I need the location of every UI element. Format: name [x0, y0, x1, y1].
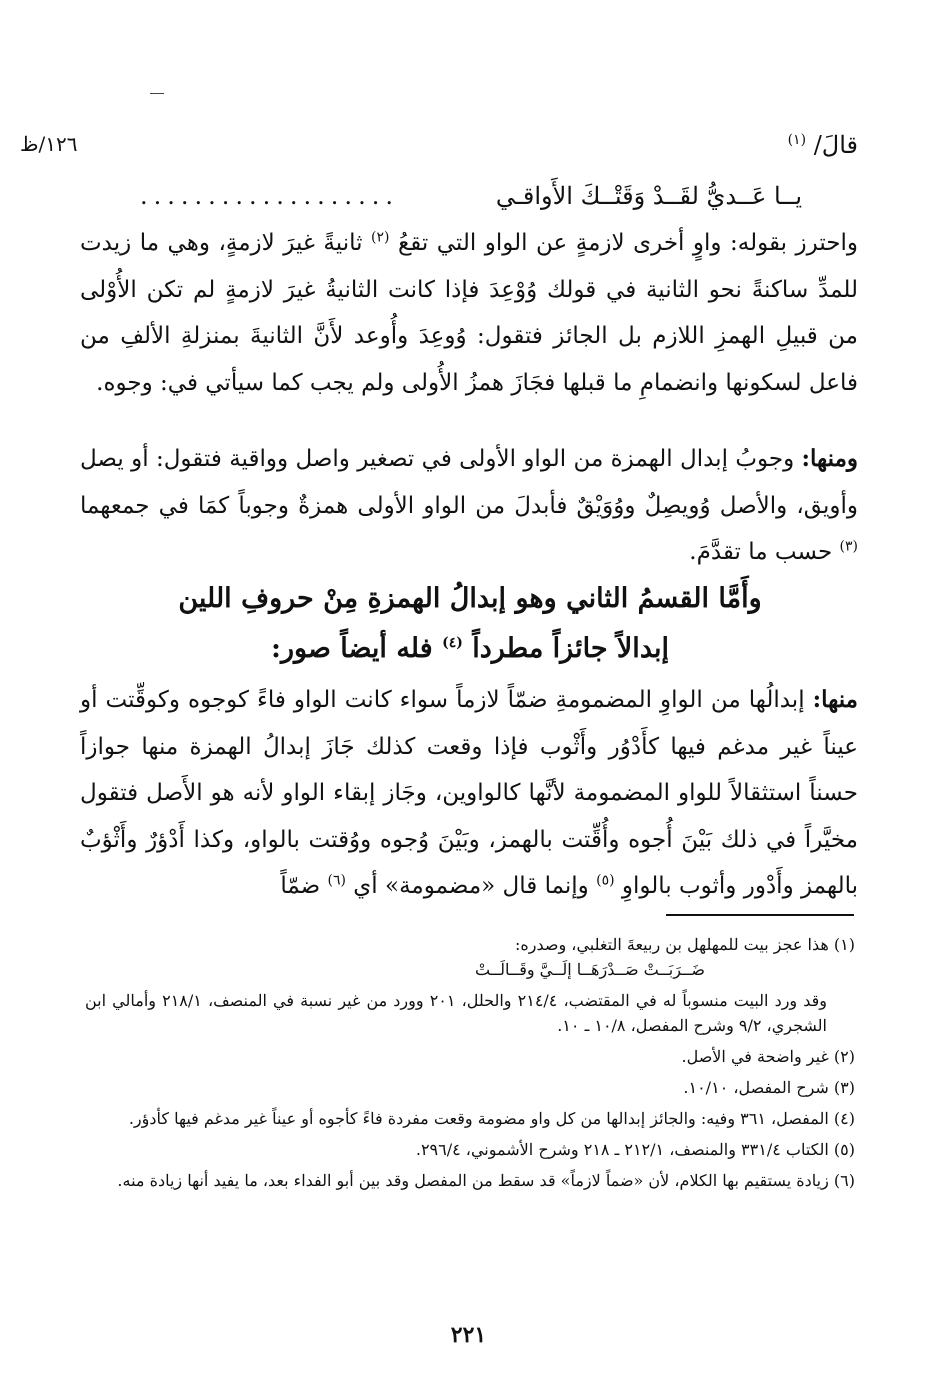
footnote-1	[85, 932, 855, 957]
qal-line	[80, 125, 858, 165]
verse-dots: ...................	[140, 182, 399, 210]
footnote-1-text: هذا عجز بيت للمهلهل بن ربيعةَ التغلبي، وصدره:	[515, 935, 829, 954]
footnote-ref-5: (٥)	[596, 872, 615, 889]
page-number: ٢٢١	[450, 1322, 487, 1348]
paragraph-3	[80, 677, 858, 910]
footnote-5-number: (٥)	[833, 1140, 855, 1159]
footnote-3-number: (٣)	[833, 1078, 855, 1097]
footnote-ref-2: (٢)	[371, 229, 390, 246]
paragraph-2-lead: ومنها:	[801, 445, 859, 472]
verse-line	[140, 176, 802, 216]
footnote-5-text: الكتاب ٣٣١/٤ والمنصف، ٢١٢/١ ـ ٢١٨ وشرح الأشموني، ٢٩٦/٤.	[415, 1140, 829, 1159]
footnote-2-text: غير واضحة في الأصل.	[681, 1047, 829, 1066]
footnote-1-number: (١)	[833, 935, 855, 954]
footnote-6-number: (٦)	[833, 1171, 855, 1190]
footnote-ref-1: (١)	[787, 132, 807, 148]
footnote-1-sources: وقد ورد البيت منسوباً له في المقتضب، ٢١٤/٤ والحلل، ٢٠١ وورد من غير نسبة في المنصف، ٢١٨/١ وأمالي ابن الشجري، ٩/٢ وشرح المفصل، ١٠/٨ ـ ١٠.	[85, 991, 828, 1035]
paragraph-1-text-b: ثانيةً غيرَ لازمةٍ، وهي ما زيدت للمدِّ ساكنةً نحو الثانية في قولك وُوْعِدَ فإذا كانت الثانيةُ غيرَ لازمةٍ لم تكن الأُوْلى من قبيلِ الهمزِ اللازم بل الجائز فتقول: وُوعِدَ وأُوعد لأَنَّ الثانيةَ بمنزلةِ الألفِ من فاعل لسكونها وانضمامِ ما قبلها فجَازَ همزُ الأُولى ولم يجب كما سيأتي في: وجوه.	[80, 230, 858, 396]
footnote-1-hemistich: ضَــرَبَــتْ صَــدْرَهَــا إلَــيَّ وقَــالَــتْ	[475, 960, 705, 979]
footnote-2-number: (٢)	[833, 1047, 855, 1066]
paragraph-2	[80, 436, 858, 576]
footnote-3	[85, 1075, 855, 1100]
footnote-6-text: زيادة يستقيم بها الكلام، لأن «ضماً لازماً» قد سقط من المفصل وقد بين أبو الفداء بعد، ما يفيد أنها زيادة منه.	[117, 1171, 829, 1190]
paragraph-3-text-c: ضمّاً	[280, 873, 321, 899]
paragraph-2-text-b: حسب ما تقدَّمَ.	[689, 539, 833, 565]
footnote-3-text: شرح المفصل، ١٠/١٠.	[683, 1078, 829, 1097]
footnotes	[85, 932, 855, 1193]
paragraph-1	[80, 220, 858, 406]
heading-line-2	[150, 624, 790, 674]
top-mark	[150, 93, 164, 94]
footnote-ref-4: (٤)	[442, 635, 463, 651]
paragraph-3-text-b: وإنما قال «مضمومة» أي	[353, 873, 589, 899]
paragraph-1-text-a: واحترز بقوله: واوٍ أخرى لازمةٍ عن الواو التي تقعُ	[397, 230, 858, 256]
footnote-4-text: المفصل، ٣٦١ وفيه: والجائز إبدالها من كل واو مضومة وقعت مفردة فاءً كأجوه أو عيناً غير مدغم فيها كأدؤر.	[128, 1109, 829, 1128]
manuscript-folio-note: ١٢٦/ظ	[20, 132, 78, 156]
footnote-ref-6: (٦)	[327, 872, 346, 889]
footnote-4-number: (٤)	[833, 1109, 855, 1128]
footnote-4	[85, 1106, 855, 1131]
verse-text: يــا عَــديُّ لقَــدْ وَقَتْــكَ الأَواقـي	[495, 182, 802, 210]
paragraph-3-text-a: إبدالُها من الواوِ المضمومةِ ضمّاً لازماً سواء كانت الواو فاءً كوجوه وكوقِّتت أو عيناً غير مدغم فيها كأَدْوُر وأَثْوب فإذا وقعت كذلك جَازَ إبدالُ الهمزة منها جوازاً حسناً استثقالاً للواو المضمومة لأنَّها كالواوين، وجَاز إبقاء الواو لأنه هو الأَصل فتقول مخيَّراً في ذلك بَيْنَ أُجوه وأُقِّتت بالهمز، وبَيْنَ وُجوه ووُقتت بالواو، وكذا أَدْؤرٌ وأَثْؤبٌ بالهمز وأَدْور وأثوب بالواوِ	[80, 687, 858, 899]
heading-line-2-text-a: إبدالاً جائزاً مطرداً	[472, 633, 670, 664]
footnote-6	[85, 1168, 855, 1193]
qal-label: قالَ/	[813, 131, 858, 159]
footnote-separator	[666, 914, 854, 916]
heading-line-1: وأَمَّا القسمُ الثاني وهو إبدالُ الهمزةِ مِنْ حروفِ اللين	[178, 583, 762, 614]
paragraph-2-text-a: وجوبُ إبدال الهمزة من الواو الأولى في تصغير واصل وواقية فتقول: أو يصل وأويق، والأصل وُويصِلٌ ووُوَيْقٌ فأبدلَ من الواو الأولى همزةٌ وجوباً كمَا في جمعهما	[80, 446, 858, 519]
paragraph-3-lead: منها:	[812, 686, 859, 713]
footnote-2	[85, 1044, 855, 1069]
section-heading	[150, 574, 790, 674]
heading-line-2-text-b: فله أيضاً صور:	[270, 633, 433, 664]
footnote-ref-3: (٣)	[839, 538, 858, 555]
footnote-5	[85, 1137, 855, 1162]
